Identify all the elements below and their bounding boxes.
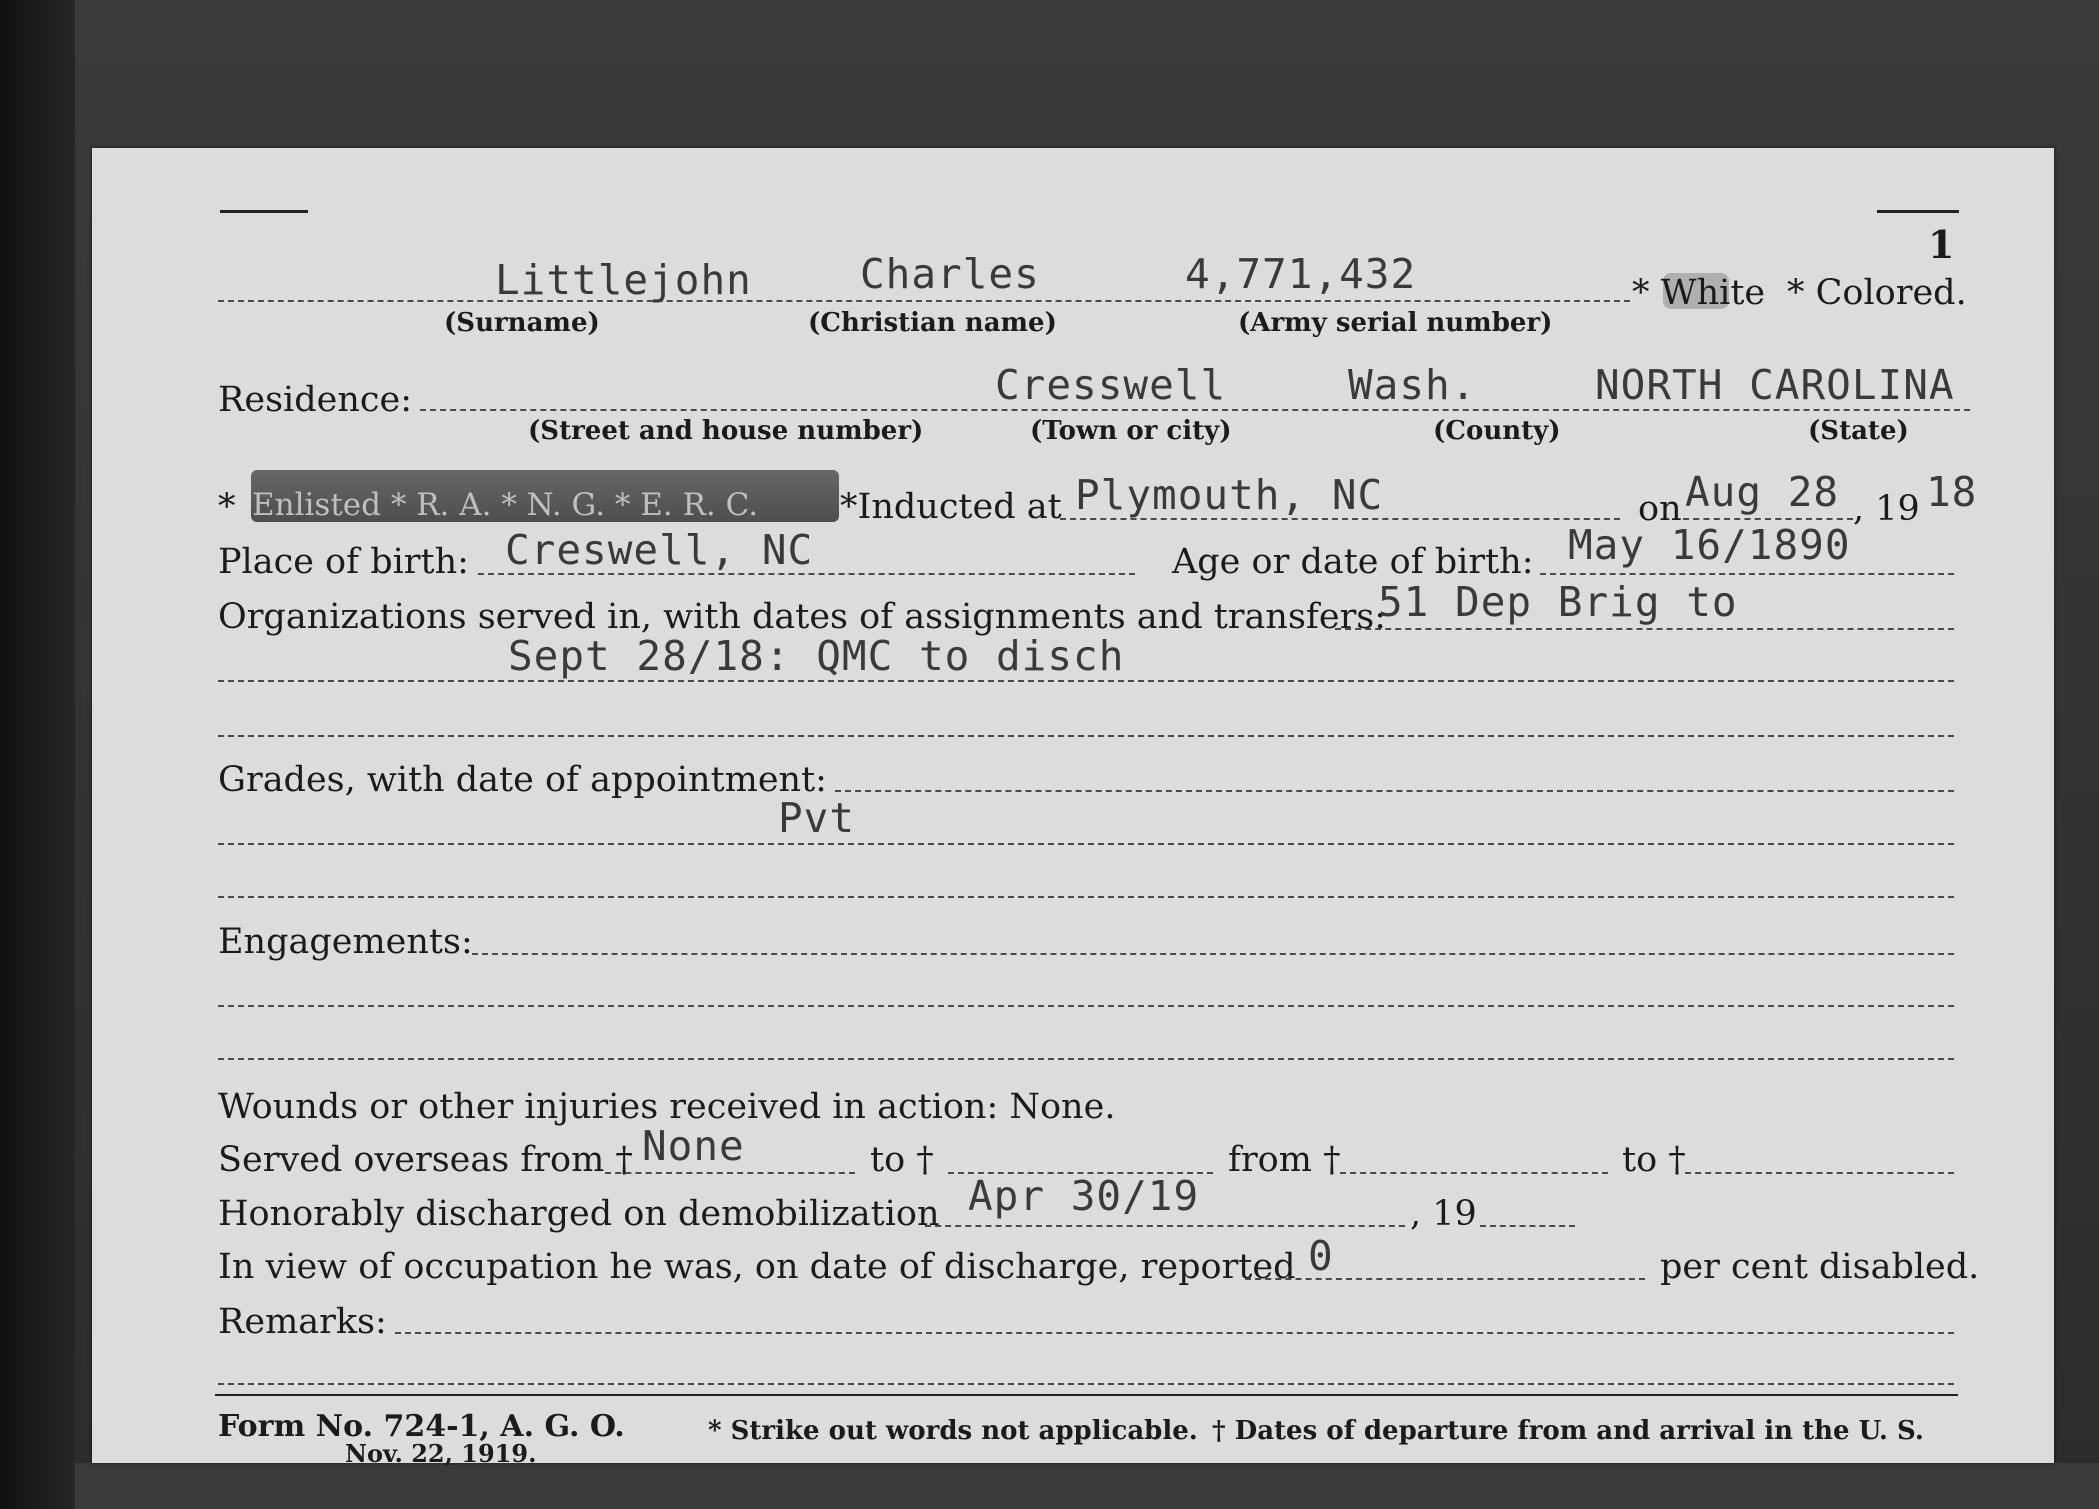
grades-line-2 xyxy=(218,843,1954,845)
serial-number-value: 4,771,432 xyxy=(1185,250,1417,298)
inducted-place: Plymouth, NC xyxy=(1075,471,1384,519)
top-right-rule xyxy=(1877,210,1959,213)
engagements-line-3 xyxy=(218,1058,1954,1060)
overseas-from2-label: from † xyxy=(1228,1140,1341,1180)
serial-caption: (Army serial number) xyxy=(1238,308,1553,338)
grades-label: Grades, with date of appointment: xyxy=(218,760,827,800)
grades-line-3 xyxy=(218,896,1954,898)
discharged-line xyxy=(925,1225,1405,1227)
birth-place-label: Place of birth: xyxy=(218,542,469,582)
discharged-date: Apr 30/19 xyxy=(968,1172,1200,1220)
year-prefix: , 19 xyxy=(1853,489,1920,529)
race-colored: * Colored. xyxy=(1787,273,1967,313)
remarks-label: Remarks: xyxy=(218,1302,387,1342)
residence-line xyxy=(420,409,1970,411)
on-label: on xyxy=(1638,489,1682,529)
grade-value: Pvt xyxy=(778,794,856,842)
birth-date-line xyxy=(1540,573,1954,575)
inducted-date-line xyxy=(1683,518,1853,520)
name-line xyxy=(218,300,1630,302)
surname-caption: (Surname) xyxy=(444,308,600,338)
scan-left-edge xyxy=(0,0,75,1509)
top-left-rule xyxy=(220,210,308,213)
orgs-label: Organizations served in, with dates of assignments and transfers: xyxy=(218,597,1387,637)
race-white: * White xyxy=(1632,273,1766,313)
disabled-value: 0 xyxy=(1308,1232,1334,1280)
town-caption: (Town or city) xyxy=(1030,416,1232,446)
disabled-line xyxy=(1245,1278,1645,1280)
residence-state: NORTH CAROLINA xyxy=(1595,361,1955,409)
discharged-year-line xyxy=(1480,1225,1575,1227)
wounds-label: Wounds or other injuries received in action: None. xyxy=(218,1087,1116,1127)
surname-value: Littlejohn xyxy=(495,256,752,304)
disabled-label: In view of occupation he was, on date of discharge, reported xyxy=(218,1247,1296,1287)
overseas-label: Served overseas from † xyxy=(218,1140,633,1180)
remarks-line-2 xyxy=(218,1383,1954,1385)
engagements-line-2 xyxy=(218,1005,1954,1007)
residence-town: Cresswell xyxy=(995,361,1227,409)
grades-line-1 xyxy=(835,790,1954,792)
county-caption: (County) xyxy=(1433,416,1561,446)
form-date: Nov. 22, 1919. xyxy=(345,1439,537,1468)
birth-place-value: Creswell, NC xyxy=(505,526,814,574)
overseas-from2-line xyxy=(1340,1172,1608,1174)
engagements-label: Engagements: xyxy=(218,922,473,962)
orgs-value-2: Sept 28/18: QMC to disch xyxy=(508,632,1125,680)
christian-name-value: Charles xyxy=(860,250,1040,298)
discharged-year: , 19 xyxy=(1410,1194,1477,1234)
form-number: Form No. 724-1, A. G. O. xyxy=(218,1409,625,1444)
residence-county: Wash. xyxy=(1348,361,1477,409)
birth-date-value: May 16/1890 xyxy=(1568,521,1851,569)
enlisted-struck-text: Enlisted * R. A. * N. G. * E. R. C. xyxy=(252,487,759,523)
scan-bottom-edge xyxy=(75,1463,2099,1509)
state-caption: (State) xyxy=(1808,416,1909,446)
engagements-line-1 xyxy=(472,953,1954,955)
card-number: 1 xyxy=(1928,222,1955,267)
overseas-to2-line xyxy=(1685,1172,1954,1174)
street-caption: (Street and house number) xyxy=(528,416,924,446)
orgs-line-1 xyxy=(1335,628,1954,630)
discharged-label: Honorably discharged on demobilization xyxy=(218,1194,940,1234)
residence-label: Residence: xyxy=(218,380,412,420)
overseas-to-label: to † xyxy=(870,1140,934,1180)
footnote-dates: † Dates of departure from and arrival in the U. S. xyxy=(1212,1416,1924,1446)
age-label: Age or date of birth: xyxy=(1172,542,1534,582)
footnote-strike: * Strike out words not applicable. xyxy=(708,1416,1198,1446)
overseas-to2-label: to † xyxy=(1622,1140,1686,1180)
inducted-date: Aug 28 xyxy=(1685,468,1840,516)
overseas-from-line xyxy=(605,1172,855,1174)
orgs-value-1: 51 Dep Brig to xyxy=(1378,578,1738,626)
remarks-line-1 xyxy=(395,1332,1954,1334)
footer-rule xyxy=(215,1394,1958,1396)
enlisted-asterisk: * xyxy=(218,487,236,527)
inducted-label: *Inducted at xyxy=(840,487,1062,527)
overseas-value: None xyxy=(642,1122,745,1170)
orgs-line-3 xyxy=(218,735,1954,737)
christian-caption: (Christian name) xyxy=(808,308,1057,338)
orgs-line-2 xyxy=(218,680,1954,682)
year-suffix: 18 xyxy=(1926,468,1978,516)
disabled-suffix: per cent disabled. xyxy=(1660,1247,1980,1287)
